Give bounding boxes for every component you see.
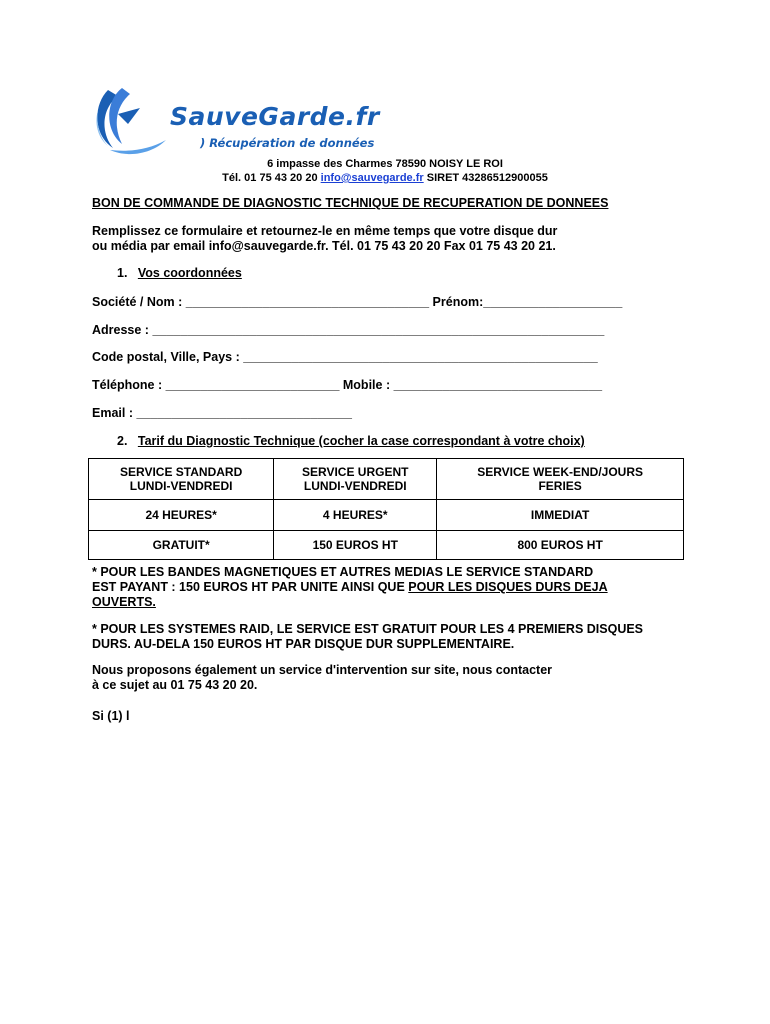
logo-text: SauveGarde.fr [170, 102, 380, 131]
note-raid: * POUR LES SYSTEMES RAID, LE SERVICE EST GRATUIT POUR LES 4 PREMIERS DISQUES DURS. AU-DELA 150 EUROS HT PAR DISQUE DUR SUPPLEMENTAIRE. [92, 622, 644, 651]
section-1-heading [117, 266, 242, 280]
delay-standard: 24 HEURES* [89, 500, 274, 531]
section-2-label: Tarif du Diagnostic Technique (cocher la case correspondant à votre choix) [137, 434, 585, 448]
field-societe[interactable]: Société / Nom : ___________________________________ Prénom:____________________ [92, 295, 623, 309]
price-standard: GRATUIT* [89, 531, 274, 560]
siret-text: SIRET 43286512900055 [426, 172, 548, 184]
delay-weekend: IMMEDIAT [437, 500, 684, 531]
table-row [89, 459, 684, 500]
note-onsite: Nous proposons également un service d'intervention sur site, nous contacter à ce sujet au 01 75 43 20 20. [92, 663, 553, 692]
logo-swirl-icon [88, 80, 178, 160]
logo-subtitle: ) Récupération de données [200, 136, 375, 150]
contact-line [0, 172, 770, 184]
intro-paragraph [92, 224, 557, 254]
tarif-table [88, 458, 684, 560]
price-weekend: 800 EUROS HT [437, 531, 684, 560]
note-magnetic: * POUR LES BANDES MAGNETIQUES ET AUTRES MEDIAS LE SERVICE STANDARD EST PAYANT : 150 EUROS HT PAR UNITE AINSI QUE POUR LES DISQUES DURS DEJA OUVERTS. [92, 565, 608, 609]
field-telephone[interactable]: Téléphone : _________________________ Mobile : ______________________________ [92, 378, 603, 392]
price-urgent: 150 EUROS HT [274, 531, 437, 560]
section-1-label: Vos coordonnées [137, 266, 242, 280]
field-adresse[interactable]: Adresse : _________________________________________________________________ [92, 323, 605, 337]
section-2-heading [117, 434, 585, 448]
field-email[interactable]: Email : _______________________________ [92, 406, 352, 420]
service-urgent-cell[interactable]: SERVICE URGENT LUNDI-VENDREDI [274, 459, 437, 500]
service-standard-cell[interactable]: SERVICE STANDARD LUNDI-VENDREDI [89, 459, 274, 500]
table-row [89, 531, 684, 560]
section-1-number: 1. [117, 266, 128, 280]
phone-text: Tél. 01 75 43 20 20 [222, 172, 318, 184]
intro-line-1: Remplissez ce formulaire et retournez-le en même temps que votre disque dur [92, 224, 558, 238]
section-2-number: 2. [117, 434, 128, 448]
trailing-text: Si (1) l [92, 709, 130, 723]
email-link[interactable]: info@sauvegarde.fr [320, 172, 424, 184]
field-code-postal[interactable]: Code postal, Ville, Pays : ___________________________________________________ [92, 350, 598, 364]
service-weekend-cell[interactable]: SERVICE WEEK-END/JOURS FERIES [437, 459, 684, 500]
logo-subtitle-mark-icon: ) [200, 136, 210, 150]
delay-urgent: 4 HEURES* [274, 500, 437, 531]
intro-line-2: ou média par email info@sauvegarde.fr. Tél. 01 75 43 20 20 Fax 01 75 43 20 21. [92, 239, 556, 253]
company-logo [88, 80, 388, 160]
table-row [89, 500, 684, 531]
address-line: 6 impasse des Charmes 78590 NOISY LE ROI [267, 158, 503, 170]
document-title: BON DE COMMANDE DE DIAGNOSTIC TECHNIQUE DE RECUPERATION DE DONNEES [92, 196, 609, 210]
